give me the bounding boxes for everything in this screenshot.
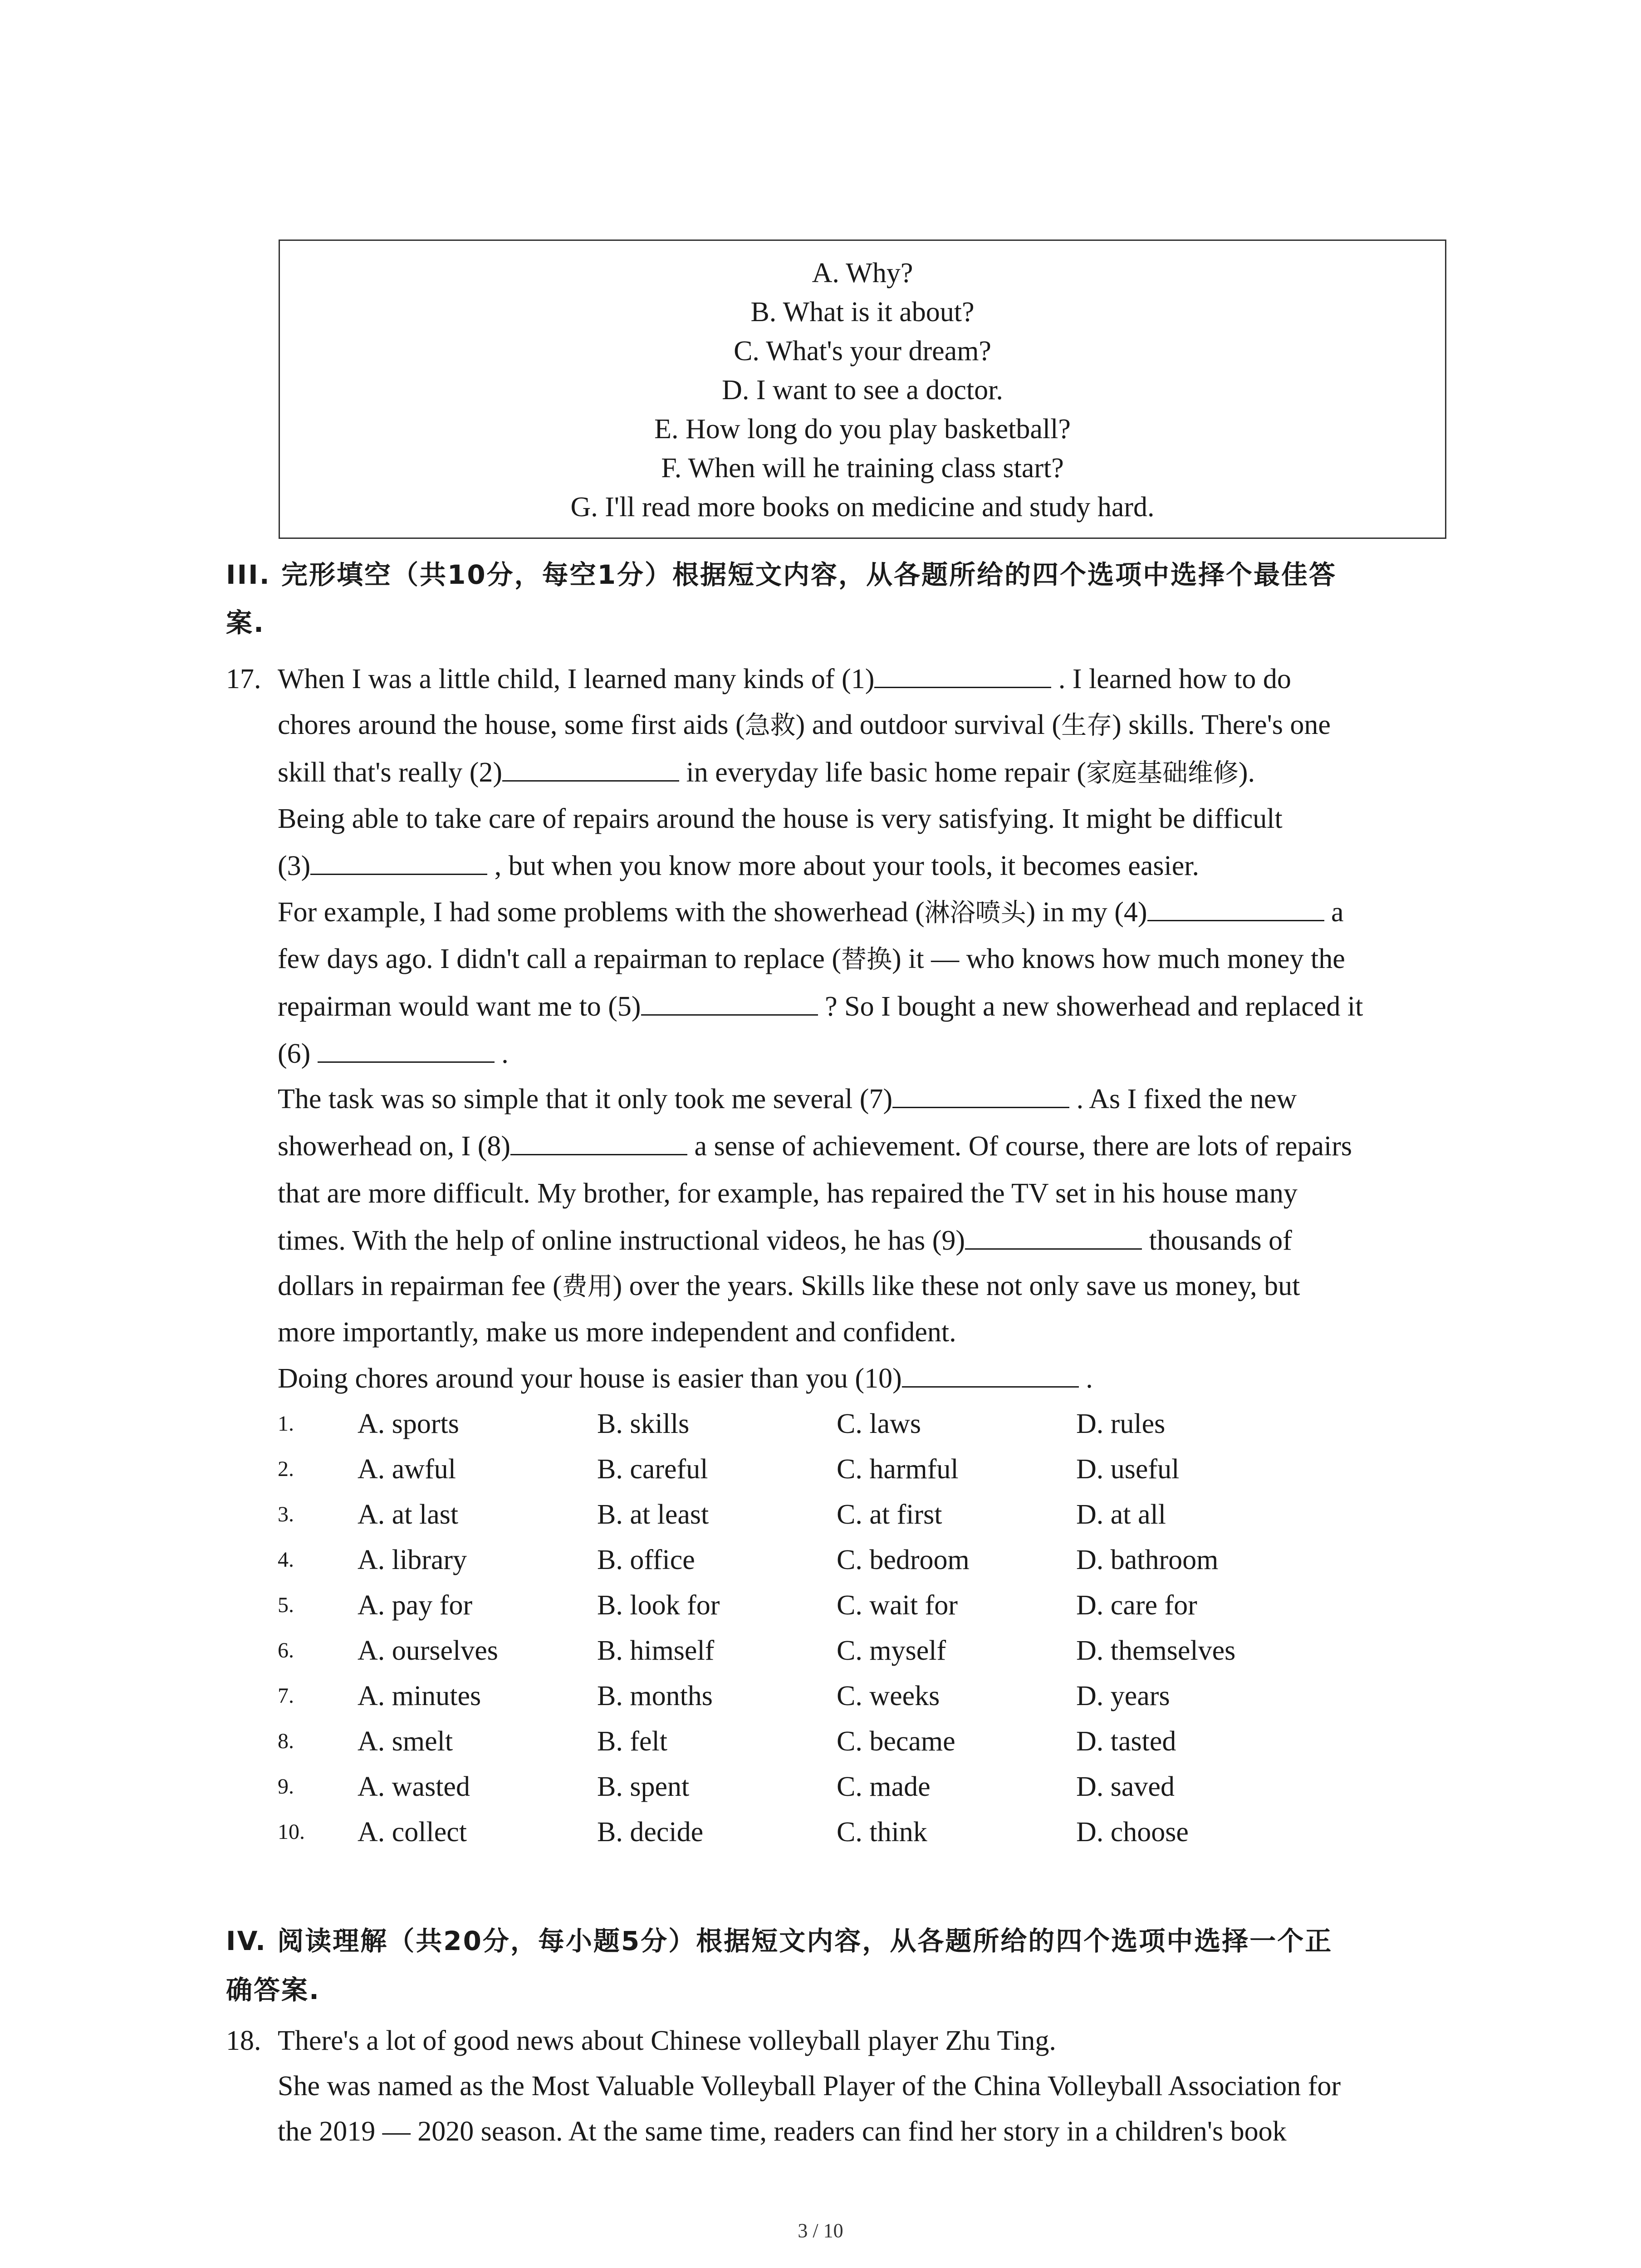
choice-row [278,1544,1412,1576]
choice-number: 8. [278,1729,294,1753]
passage-line [278,850,1199,882]
option-line: A. Why? [812,258,913,288]
choice-option-d[interactable]: D. care for [1076,1590,1197,1621]
passage-text: in everyday life basic home repair ( [679,757,1086,788]
choice-number: 9. [278,1774,294,1799]
passage-line [278,663,1291,695]
choice-row [278,1408,1412,1440]
choice-option-c[interactable]: C. think [837,1817,927,1848]
passage-line [278,991,1363,1022]
section-4-heading: IV. 阅读理解（共20分，每小题5分）根据短文内容，从各题所给的四个选项中选择一个正 [226,1926,1333,1956]
choice-option-c[interactable]: C. wait for [837,1590,958,1621]
choice-option-a[interactable]: A. smelt [358,1726,453,1757]
answer-blank[interactable] [502,757,679,782]
section-3-heading: III. 完形填空（共10分，每空1分）根据短文内容，从各题所给的四个选项中选择个最佳答 [226,559,1337,590]
passage-line [278,2070,1341,2102]
chinese-gloss: 费用 [562,1272,613,1301]
passage-line [278,1130,1352,1162]
passage-text: showerhead on, I (8) [278,1131,511,1162]
passage-line [278,1225,1292,1256]
chinese-gloss: 替换 [841,945,892,974]
choice-row [278,1453,1412,1485]
answer-blank[interactable] [902,1363,1079,1388]
passage-line [278,2116,1287,2147]
passage-text: thousands of [1142,1225,1292,1256]
passage-line [278,1038,509,1070]
answer-blank[interactable] [892,1083,1069,1108]
choice-option-d[interactable]: D. years [1076,1681,1170,1711]
passage-line [278,943,1345,976]
passage-text: Being able to take care of repairs around the house is very satisfying. It might be difficult [278,803,1283,834]
passage-text: The task was so simple that it only took me several (7) [278,1084,893,1114]
passage-text: ) in my (4) [1026,897,1147,928]
passage-text: times. With the help of online instructional videos, he has (9) [278,1225,965,1256]
answer-blank[interactable] [641,991,818,1016]
passage-text: ) skills. There's one [1112,709,1331,740]
choice-row [278,1771,1412,1803]
passage-text: (6) [278,1038,318,1069]
option-line: E. How long do you play basketball? [654,414,1071,445]
answer-blank[interactable] [510,1130,687,1155]
section-4-heading-cont: 确答案. [226,1975,321,2005]
passage-text: skill that's really (2) [278,757,503,788]
passage-text: When I was a little child, I learned many kinds of (1) [278,664,875,694]
passage-line [278,1363,1093,1394]
choice-option-b[interactable]: B. months [597,1681,713,1711]
choice-option-d[interactable]: D. tasted [1076,1726,1176,1757]
passage-line [278,1270,1300,1303]
passage-text: She was named as the Most Valuable Volleyball Player of the China Volleyball Association for [278,2071,1341,2102]
choice-option-b[interactable]: B. at least [597,1499,709,1530]
choice-row [278,1725,1412,1757]
choice-option-a[interactable]: A. minutes [358,1681,481,1711]
answer-blank[interactable] [965,1225,1142,1250]
passage-text: ). [1238,757,1255,788]
choice-row [278,1499,1412,1530]
answer-blank[interactable] [318,1038,495,1063]
choice-option-b[interactable]: B. look for [597,1590,720,1621]
option-line: C. What's your dream? [734,336,991,367]
choice-option-d[interactable]: D. bathroom [1076,1545,1219,1575]
choice-option-c[interactable]: C. at first [837,1499,942,1530]
choice-option-c[interactable]: C. bedroom [837,1545,970,1575]
choice-option-a[interactable]: A. pay for [358,1590,473,1621]
choice-option-b[interactable]: B. felt [597,1726,667,1757]
passage-line [278,757,1255,789]
choice-option-d[interactable]: D. useful [1076,1454,1180,1485]
choice-option-a[interactable]: A. collect [358,1817,467,1848]
choice-option-d[interactable]: D. rules [1076,1408,1166,1439]
choice-option-c[interactable]: C. myself [837,1635,946,1666]
choice-number: 2. [278,1457,294,1481]
choice-option-b[interactable]: B. himself [597,1635,715,1666]
choice-option-c[interactable]: C. made [837,1771,931,1802]
passage-text: dollars in repairman fee ( [278,1271,562,1301]
choice-option-a[interactable]: A. library [358,1545,467,1575]
passage-line [278,1316,956,1348]
choice-option-d[interactable]: D. at all [1076,1499,1166,1530]
answer-blank[interactable] [874,663,1051,688]
passage-text: that are more difficult. My brother, for example, has repaired the TV set in his house many [278,1178,1298,1209]
option-line: B. What is it about? [750,297,975,327]
passage-line [278,709,1331,742]
passage-text: ) over the years. Skills like these not only save us money, but [612,1271,1300,1301]
passage-line [278,803,1283,835]
passage-text: ) and outdoor survival ( [795,709,1062,740]
chinese-gloss: 生存 [1061,711,1112,740]
passage-text: few days ago. I didn't call a repairman to replace ( [278,943,841,974]
passage-text: the 2019 — 2020 season. At the same time, readers can find her story in a children's book [278,2116,1287,2147]
answer-options-box [279,240,1446,539]
choice-option-c[interactable]: C. laws [837,1408,921,1439]
choice-row [278,1816,1412,1848]
passage-text: Doing chores around your house is easier than you (10) [278,1363,902,1394]
passage-text: a sense of achievement. Of course, there are lots of repairs [687,1131,1352,1162]
chinese-gloss: 急救 [745,711,796,740]
choice-option-b[interactable]: B. decide [597,1817,704,1848]
passage-text: There's a lot of good news about Chinese volleyball player Zhu Ting. [278,2025,1056,2056]
option-line: D. I want to see a doctor. [722,375,1003,406]
passage-text: For example, I had some problems with the showerhead ( [278,897,925,928]
choice-option-b[interactable]: B. careful [597,1454,708,1485]
section-3-heading-cont: 案. [226,607,265,638]
chinese-gloss: 家庭基础维修 [1086,758,1239,788]
choice-number: 3. [278,1502,294,1526]
choice-option-d[interactable]: D. choose [1076,1817,1189,1848]
passage-text: more importantly, make us more independent and confident. [278,1317,956,1348]
choice-option-d[interactable]: D. themselves [1076,1635,1236,1666]
choice-option-b[interactable]: B. office [597,1545,695,1575]
choice-option-c[interactable]: C. harmful [837,1454,959,1485]
answer-blank[interactable] [1147,896,1324,921]
passage-text: . [494,1038,509,1069]
choice-number: 1. [278,1412,294,1436]
choice-option-c[interactable]: C. weeks [837,1681,940,1711]
passage-line [278,2025,1056,2057]
passage-text: a [1324,897,1344,928]
choice-number: 6. [278,1638,294,1662]
passage-text: , but when you know more about your tools, it becomes easier. [487,850,1199,881]
option-line: G. I'll read more books on medicine and study hard. [570,492,1155,523]
choice-row [278,1680,1412,1712]
question-17-number: 17. [226,664,261,694]
choice-option-a[interactable]: A. ourselves [358,1635,498,1666]
choice-number: 5. [278,1593,294,1617]
choice-option-b[interactable]: B. spent [597,1771,690,1802]
option-line: F. When will he training class start? [661,453,1064,484]
choice-option-a[interactable]: A. sports [358,1408,459,1439]
question-18-number: 18. [226,2025,261,2056]
choice-option-d[interactable]: D. saved [1076,1771,1175,1802]
chinese-gloss: 淋浴喷头 [924,898,1026,928]
choice-number: 4. [278,1548,294,1572]
answer-blank[interactable] [310,850,487,875]
choice-row [278,1589,1412,1621]
passage-text: . [1078,1363,1093,1394]
passage-text: repairman would want me to (5) [278,991,641,1022]
passage-text: chores around the house, some first aids ( [278,709,745,740]
choice-option-a[interactable]: A. wasted [358,1771,470,1802]
choice-option-a[interactable]: A. at last [358,1499,459,1530]
choice-option-c[interactable]: C. became [837,1726,955,1757]
choice-row [278,1635,1412,1667]
passage-text: ) it — who knows how much money the [892,943,1345,974]
choice-option-b[interactable]: B. skills [597,1408,690,1439]
choice-number: 10. [278,1820,305,1844]
passage-text: . I learned how to do [1051,664,1291,694]
passage-text: (3) [278,850,311,881]
passage-text: ? So I bought a new showerhead and replaced it [818,991,1363,1022]
passage-line [278,896,1344,929]
page-number: 3 / 10 [798,2219,843,2242]
passage-line [278,1178,1298,1209]
choice-option-a[interactable]: A. awful [358,1454,456,1485]
passage-line [278,1083,1297,1115]
passage-text: . As I fixed the new [1069,1084,1297,1114]
choice-number: 7. [278,1684,294,1708]
